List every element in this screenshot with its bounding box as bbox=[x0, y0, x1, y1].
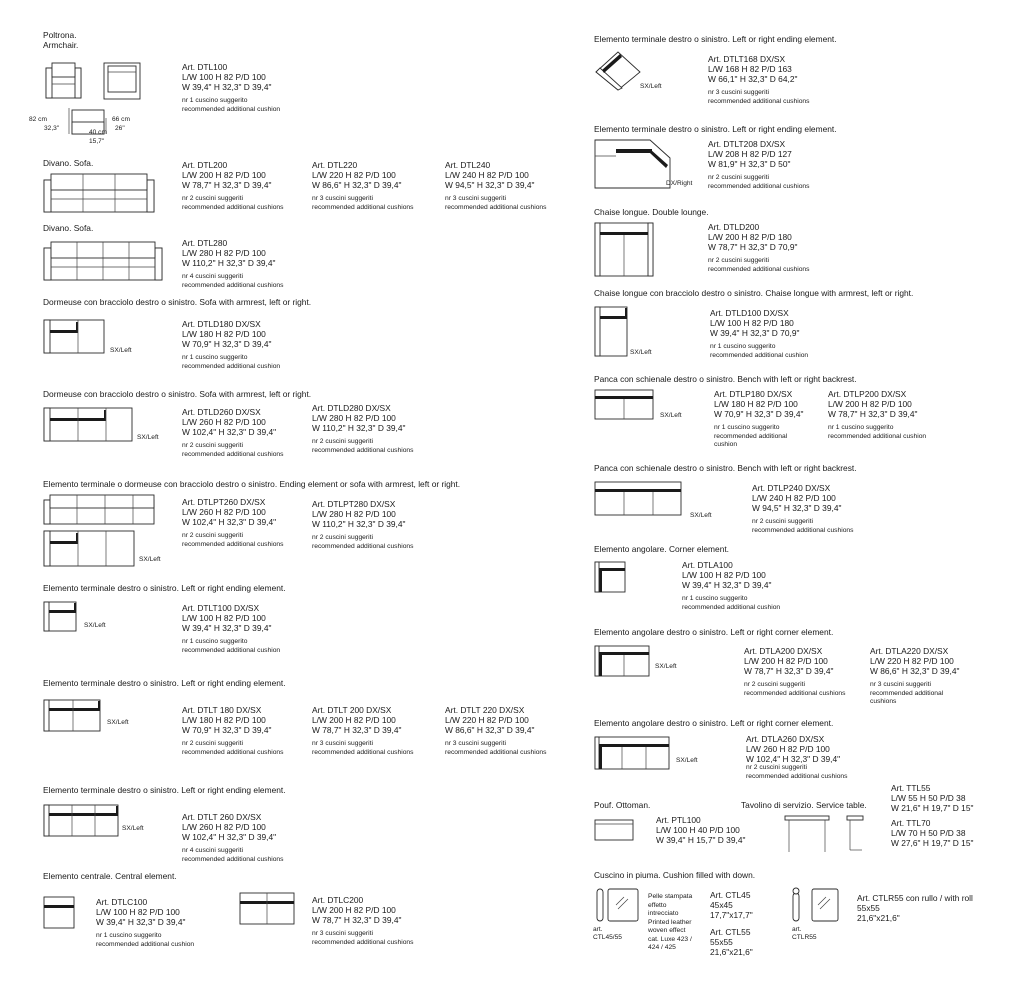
orientation-label: SX/Left bbox=[640, 83, 662, 90]
section-heading-ottoman: Pouf. Ottoman. bbox=[594, 800, 651, 810]
terminal-dtlpt260-top-drawing bbox=[43, 530, 137, 568]
dormeuse-dtld180-drawing bbox=[43, 319, 107, 355]
dim-depth-in: 15,7" bbox=[89, 138, 105, 145]
spec-dtlc100: Art. DTLC100 L/W 100 H 82 P/D 100 W 39,4" H 32,3" D 39,4" nr 1 cuscino suggerito recommended additional cushion bbox=[96, 897, 195, 948]
section-heading-terminal-208: Elemento terminale destro o sinistro. Left or right ending element. bbox=[594, 124, 837, 134]
armchair-front-drawing bbox=[45, 62, 85, 100]
spec-dtlt260: Art. DTLT 260 DX/SX L/W 260 H 82 P/D 100 W 102,4" H 32,3" D 39,4" nr 4 cuscini suggeriti recommended additional cushions bbox=[182, 812, 284, 863]
dim-height-cm: 82 cm bbox=[29, 116, 47, 123]
section-heading-chaise-arm: Chaise longue con bracciolo destro o sinistro. Chaise longue with armrest, left or right. bbox=[594, 288, 914, 298]
cushion-art-code: CTL45/55 bbox=[593, 934, 622, 941]
chaise-dtld200-drawing bbox=[594, 222, 656, 278]
section-heading-terminal-dormeuse: Elemento terminale o dormeuse con bracciolo destro o sinistro. Ending element or sofa with armrest, left or right. bbox=[43, 479, 461, 489]
dormeuse-dtld260-drawing bbox=[43, 407, 135, 443]
dim-seat-height-in: 26" bbox=[115, 125, 125, 132]
spec-ttl70: Art. TTL70 L/W 70 H 50 P/D 38 W 27,6" H 19,7" D 15" bbox=[891, 818, 974, 848]
spec-ctl55: Art. CTL55 55x55 21,6"x21,6" bbox=[710, 927, 753, 957]
orientation-label: SX/Left bbox=[84, 622, 106, 629]
spec-dtlp240: Art. DTLP240 DX/SX L/W 240 H 82 P/D 100 W 94,5" H 32,3" D 39,4" nr 2 cuscini suggeriti recommended additional cushions bbox=[752, 483, 854, 534]
spec-dtld100: Art. DTLD100 DX/SX L/W 100 H 82 P/D 180 W 39,4" H 32,3" D 70,9" nr 1 cuscino suggerito recommended additional cushion bbox=[710, 308, 809, 359]
section-heading-terminal-260: Elemento terminale destro o sinistro. Left or right ending element. bbox=[43, 785, 286, 795]
spec-dtlt100: Art. DTLT100 DX/SX L/W 100 H 82 P/D 100 W 39,4" H 32,3" D 39,4" nr 1 cuscino suggerito recommended additional cushion bbox=[182, 603, 281, 654]
spec-dtld280: Art. DTLD280 DX/SX L/W 280 H 82 P/D 100 W 110,2" H 32,3" D 39,4" nr 2 cuscini suggeriti recommended additional cushions bbox=[312, 403, 414, 454]
cushion-art-label: art. bbox=[593, 926, 603, 933]
section-heading-cushion: Cuscino in piuma. Cushion filled with down. bbox=[594, 870, 756, 880]
section-heading-central: Elemento centrale. Central element. bbox=[43, 871, 177, 881]
orientation-label: SX/Left bbox=[110, 347, 132, 354]
service-table-side-drawing bbox=[846, 814, 866, 854]
section-heading-dormeuse-2: Dormeuse con bracciolo destro o sinistro. Sofa with armrest, left or right. bbox=[43, 389, 312, 399]
spec-dtl100: Art. DTL100 L/W 100 H 82 P/D 100 W 39,4" H 32,3" D 39,4" nr 1 cuscino suggerito recommended additional cushion bbox=[182, 62, 281, 113]
section-heading-corner-3: Elemento angolare destro o sinistro. Left or right corner element. bbox=[594, 718, 834, 728]
cushion-roll-art-label: art. bbox=[792, 926, 802, 933]
spec-ctlr55: Art. CTLR55 con rullo / with roll 55x55 21,6"x21,6" bbox=[857, 893, 973, 923]
spec-dtlp200: Art. DTLP200 DX/SX L/W 200 H 82 P/D 100 W 78,7" H 32,3" D 39,4" nr 1 cuscino suggerito recommended additional cushion bbox=[828, 389, 927, 440]
spec-dtld180: Art. DTLD180 DX/SX L/W 180 H 82 P/D 100 W 70,9" H 32,3" D 39,4" nr 1 cuscino suggerito recommended additional cushion bbox=[182, 319, 281, 370]
orientation-label: SX/Left bbox=[122, 825, 144, 832]
ottoman-ptl100-drawing bbox=[594, 818, 636, 844]
section-heading-chaise: Chaise longue. Double lounge. bbox=[594, 207, 709, 217]
section-heading-dormeuse-1: Dormeuse con bracciolo destro o sinistro. Sofa with armrest, left or right. bbox=[43, 297, 312, 307]
spec-dtld260: Art. DTLD260 DX/SX L/W 260 H 82 P/D 100 W 102,4" H 32,3" D 39,4" nr 2 cuscini suggeriti recommended additional cushions bbox=[182, 407, 284, 458]
orientation-label: SX/Left bbox=[655, 663, 677, 670]
section-heading-bench-1: Panca con schienale destro o sinistro. Bench with left or right backrest. bbox=[594, 374, 857, 384]
spec-dtl280: Art. DTL280 L/W 280 H 82 P/D 100 W 110,2" H 32,3" D 39,4" nr 4 cuscini suggeriti recommended additional cushions bbox=[182, 238, 284, 289]
bench-dtlp240-drawing bbox=[594, 481, 684, 517]
orientation-label: SX/Left bbox=[660, 412, 682, 419]
terminal-dtlpt260-front-drawing bbox=[43, 494, 157, 526]
section-heading-armchair-it: Poltrona. bbox=[43, 30, 77, 40]
section-heading-terminal-100: Elemento terminale destro o sinistro. Left or right ending element. bbox=[43, 583, 286, 593]
spec-dtlt200: Art. DTLT 200 DX/SX L/W 200 H 82 P/D 100 W 78,7" H 32,3" D 39,4" nr 3 cuscini suggeriti recommended additional cushions bbox=[312, 705, 414, 756]
terminal-dtlt168-drawing bbox=[594, 50, 642, 92]
spec-dtld200: Art. DTLD200 L/W 200 H 82 P/D 180 W 78,7" H 32,3" D 70,9" nr 2 cuscini suggeriti recommended additional cushions bbox=[708, 222, 810, 273]
terminal-dtlt208-drawing bbox=[594, 138, 674, 190]
spec-dtlc200: Art. DTLC200 L/W 200 H 82 P/D 100 W 78,7" H 32,3" D 39,4" nr 3 cuscini suggeriti recommended additional cushions bbox=[312, 895, 414, 946]
corner-dtla260-drawing bbox=[594, 736, 672, 772]
cushion-material-desc: Pelle stampata effetto intrecciato Printed leather woven effect cat. Luxe 423 / 424 / 425 bbox=[648, 893, 693, 951]
section-heading-armchair-en: Armchair. bbox=[43, 40, 79, 50]
cushion-ctl45-drawing bbox=[596, 887, 642, 927]
spec-dtlpt260: Art. DTLPT260 DX/SX L/W 260 H 82 P/D 100 W 102,4" H 32,3" D 39,4" nr 2 cuscini suggeriti recommended additional cushions bbox=[182, 497, 284, 548]
spec-dtlpt280: Art. DTLPT280 DX/SX L/W 280 H 82 P/D 100 W 110,2" H 32,3" D 39,4" nr 2 cuscini suggeriti recommended additional cushions bbox=[312, 499, 414, 550]
dim-depth-cm: 40 cm bbox=[89, 129, 107, 136]
orientation-label: DX/Right bbox=[666, 180, 693, 187]
orientation-label: SX/Left bbox=[690, 512, 712, 519]
orientation-label: SX/Left bbox=[137, 434, 159, 441]
section-heading-terminal-180: Elemento terminale destro o sinistro. Left or right ending element. bbox=[43, 678, 286, 688]
spec-dtlt208: Art. DTLT208 DX/SX L/W 208 H 82 P/D 127 W 81,9" H 32,3" D 50" nr 2 cuscini suggeriti recommended additional cushions bbox=[708, 139, 810, 190]
spec-dtlt180: Art. DTLT 180 DX/SX L/W 180 H 82 P/D 100 W 70,9" H 32,3" D 39,4" nr 2 cuscini suggeriti recommended additional cushions bbox=[182, 705, 284, 756]
cushion-ctlr55-drawing bbox=[792, 887, 842, 927]
section-heading-sofa: Divano. Sofa. bbox=[43, 158, 94, 168]
terminal-dtlt260-drawing bbox=[43, 804, 121, 838]
section-heading-terminal-168: Elemento terminale destro o sinistro. Left or right ending element. bbox=[594, 34, 837, 44]
section-heading-corner: Elemento angolare. Corner element. bbox=[594, 544, 730, 554]
spec-ctl45: Art. CTL45 45x45 17,7"x17,7" bbox=[710, 890, 753, 920]
sofa-dtl280-drawing bbox=[43, 240, 165, 284]
section-heading-service-table: Tavolino di servizio. Service table. bbox=[741, 800, 867, 810]
spec-dtla100: Art. DTLA100 L/W 100 H 82 P/D 100 W 39,4" H 32,3" D 39,4" nr 1 cuscino suggerito recommended additional cushion bbox=[682, 560, 781, 611]
corner-dtla200-drawing bbox=[594, 645, 652, 679]
spec-dtla220: Art. DTLA220 DX/SX L/W 220 H 82 P/D 100 W 86,6" H 32,3" D 39,4" nr 3 cuscini suggeriti recommended additional cushions bbox=[870, 646, 960, 705]
service-table-front-drawing bbox=[784, 814, 832, 854]
spec-ptl100: Art. PTL100 L/W 100 H 40 P/D 100 W 39,4" H 15,7" D 39,4" bbox=[656, 815, 746, 845]
orientation-label: SX/Left bbox=[630, 349, 652, 356]
orientation-label: SX/Left bbox=[139, 556, 161, 563]
dim-seat-height-cm: 66 cm bbox=[112, 116, 130, 123]
orientation-label: SX/Left bbox=[107, 719, 129, 726]
spec-dtla200: Art. DTLA200 DX/SX L/W 200 H 82 P/D 100 W 78,7" H 32,3" D 39,4" nr 2 cuscini suggeriti recommended additional cushions bbox=[744, 646, 846, 697]
spec-dtlt220: Art. DTLT 220 DX/SX L/W 220 H 82 P/D 100 W 86,6" H 32,3" D 39,4" nr 3 cuscini suggeriti recommended additional cushions bbox=[445, 705, 547, 756]
bench-dtlp180-drawing bbox=[594, 389, 656, 421]
corner-dtla100-drawing bbox=[594, 561, 628, 595]
central-dtlc100-drawing bbox=[43, 896, 77, 930]
chaise-dtld100-drawing bbox=[594, 306, 630, 358]
cushion-roll-art-code: CTLR55 bbox=[792, 934, 817, 941]
spec-dtlt168: Art. DTLT168 DX/SX L/W 168 H 82 P/D 163 W 66,1" H 32,3" D 64,2" nr 3 cuscini suggeriti recommended additional cushions bbox=[708, 54, 810, 105]
spec-dtl220: Art. DTL220 L/W 220 H 82 P/D 100 W 86,6" H 32,3" D 39,4" nr 3 cuscini suggeriti recommended additional cushions bbox=[312, 160, 414, 211]
spec-dtl200: Art. DTL200 L/W 200 H 82 P/D 100 W 78,7" H 32,3" D 39,4" nr 2 cuscini suggeriti recommended additional cushions bbox=[182, 160, 284, 211]
dim-height-in: 32,3" bbox=[44, 125, 60, 132]
spec-ttl55: Art. TTL55 L/W 55 H 50 P/D 38 W 21,6" H 19,7" D 15" bbox=[891, 783, 974, 813]
terminal-dtlt180-drawing bbox=[43, 699, 103, 733]
armchair-top-drawing bbox=[103, 62, 143, 102]
central-dtlc200-drawing bbox=[239, 892, 297, 926]
section-heading-sofa-2: Divano. Sofa. bbox=[43, 223, 94, 233]
section-heading-bench-2: Panca con schienale destro o sinistro. Bench with left or right backrest. bbox=[594, 463, 857, 473]
terminal-dtlt100-drawing bbox=[43, 601, 79, 633]
section-heading-corner-2: Elemento angolare destro o sinistro. Left or right corner element. bbox=[594, 627, 834, 637]
spec-dtla260: Art. DTLA260 DX/SX L/W 260 H 82 P/D 100 W 102,4" H 32,3" D 39,4" nr 2 cuscini suggeriti recommended additional cushions bbox=[746, 734, 848, 780]
orientation-label: SX/Left bbox=[676, 757, 698, 764]
spec-dtlp180: Art. DTLP180 DX/SX L/W 180 H 82 P/D 100 W 70,9" H 32,3" D 39,4" nr 1 cuscino suggerito recommended additional cushion bbox=[714, 389, 804, 448]
sofa-dtl200-drawing bbox=[43, 172, 157, 216]
spec-dtl240: Art. DTL240 L/W 240 H 82 P/D 100 W 94,5" H 32,3" D 39,4" nr 3 cuscini suggeriti recommended additional cushions bbox=[445, 160, 547, 211]
